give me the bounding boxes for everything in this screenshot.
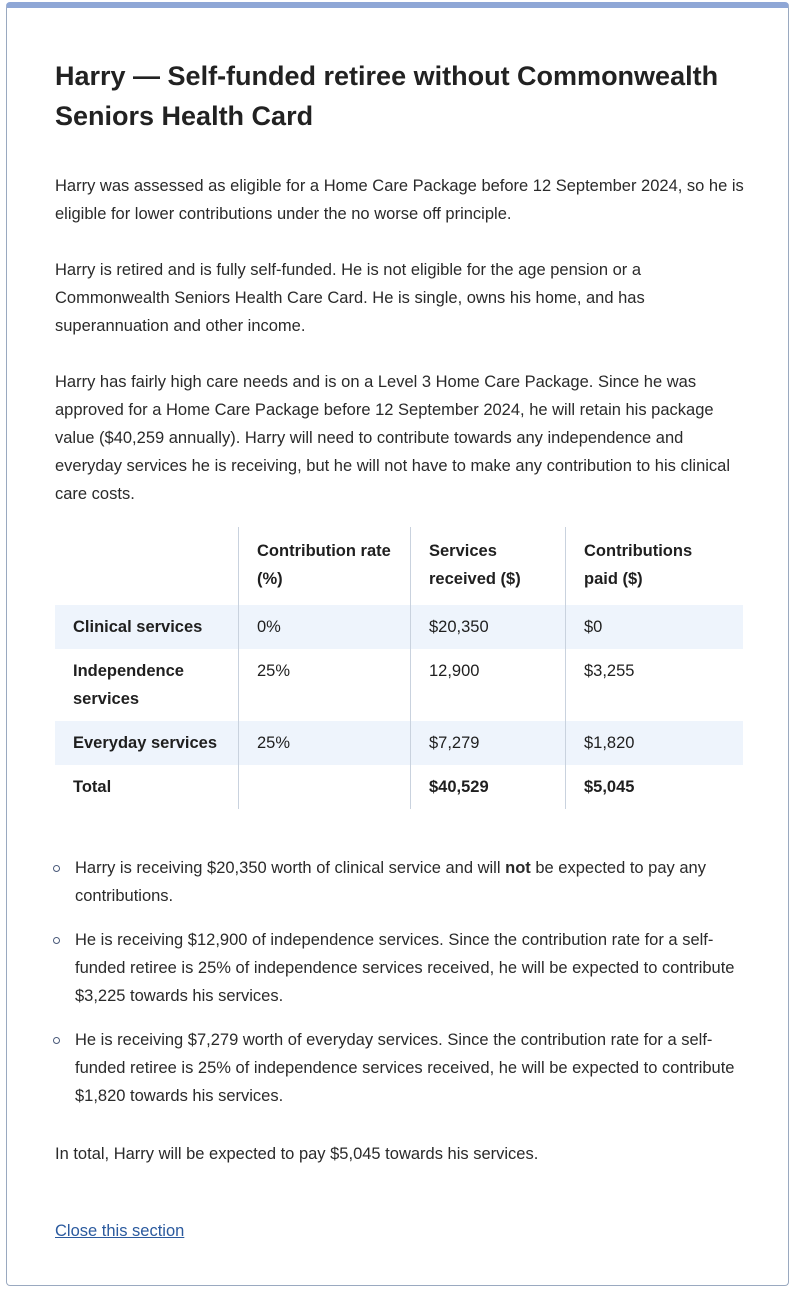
circle-bullet-icon <box>53 937 60 944</box>
row-paid: $3,255 <box>566 649 744 721</box>
table-row <box>55 721 743 765</box>
total-received: $40,529 <box>411 765 566 809</box>
total-label: Total <box>73 778 112 796</box>
expandable-section-panel <box>6 2 789 1286</box>
care-needs-paragraph: Harry has fairly high care needs and is on a Level 3 Home Care Package. Since he was approved for a Home Care Package before 12 September 2024, he will retain his package value ($40,259 annually). Harry will need to contribute towards any independence and everyday services he is receiving, but he will not have to make any contribution to his clinical care costs. <box>55 373 731 503</box>
row-received: 12,900 <box>411 649 566 721</box>
table-header-rate: Contribution rate (%) <box>239 527 411 605</box>
row-rate: 0% <box>239 605 411 649</box>
summary-paragraph: In total, Harry will be expected to pay $5,045 towards his services. <box>55 1145 539 1163</box>
row-rate: 25% <box>239 649 411 721</box>
table-header-received: Services received ($) <box>411 527 566 605</box>
circle-bullet-icon <box>53 1037 60 1044</box>
row-received: $20,350 <box>411 605 566 649</box>
table-header-blank <box>55 527 239 605</box>
row-label: Clinical services <box>55 605 239 649</box>
row-label: Everyday services <box>55 721 239 765</box>
list-item: Harry is receiving $20,350 worth of clinical service and will not be expected to pay any contributions. <box>55 854 745 910</box>
contributions-table <box>55 527 743 809</box>
close-section-link[interactable]: Close this section <box>55 1222 185 1240</box>
table-row <box>55 605 743 649</box>
row-rate: 25% <box>239 721 411 765</box>
total-rate <box>239 765 411 809</box>
row-paid: $0 <box>566 605 744 649</box>
table-header-paid: Contributions paid ($) <box>566 527 744 605</box>
table-total-row <box>55 765 743 809</box>
explanation-list <box>55 854 745 1126</box>
row-paid: $1,820 <box>566 721 744 765</box>
total-paid: $5,045 <box>566 765 744 809</box>
list-item: He is receiving $7,279 worth of everyday services. Since the contribution rate for a self-funded retiree is 25% of independence services received, he will be expected to contribute $1,820 towards his services. <box>55 1026 745 1110</box>
list-item: He is receiving $12,900 of independence services. Since the contribution rate for a self-funded retiree is 25% of independence services received, he will be expected to contribute $3,225 towards his services. <box>55 926 745 1010</box>
section-title: Harry — Self-funded retiree without Commonwealth Seniors Health Card <box>55 61 719 131</box>
table-header-row <box>55 527 743 605</box>
table-row <box>55 649 743 721</box>
eligibility-paragraph: Harry was assessed as eligible for a Home Care Package before 12 September 2024, so he is eligible for lower contributions under the no worse off principle. <box>55 177 744 223</box>
emphasis-not: not <box>505 859 531 877</box>
circumstances-paragraph: Harry is retired and is fully self-funded. He is not eligible for the age pension or a Commonwealth Seniors Health Care Card. He is single, owns his home, and has superannuation and other income. <box>55 261 645 335</box>
circle-bullet-icon <box>53 865 60 872</box>
row-received: $7,279 <box>411 721 566 765</box>
row-label: Independence services <box>73 662 184 708</box>
